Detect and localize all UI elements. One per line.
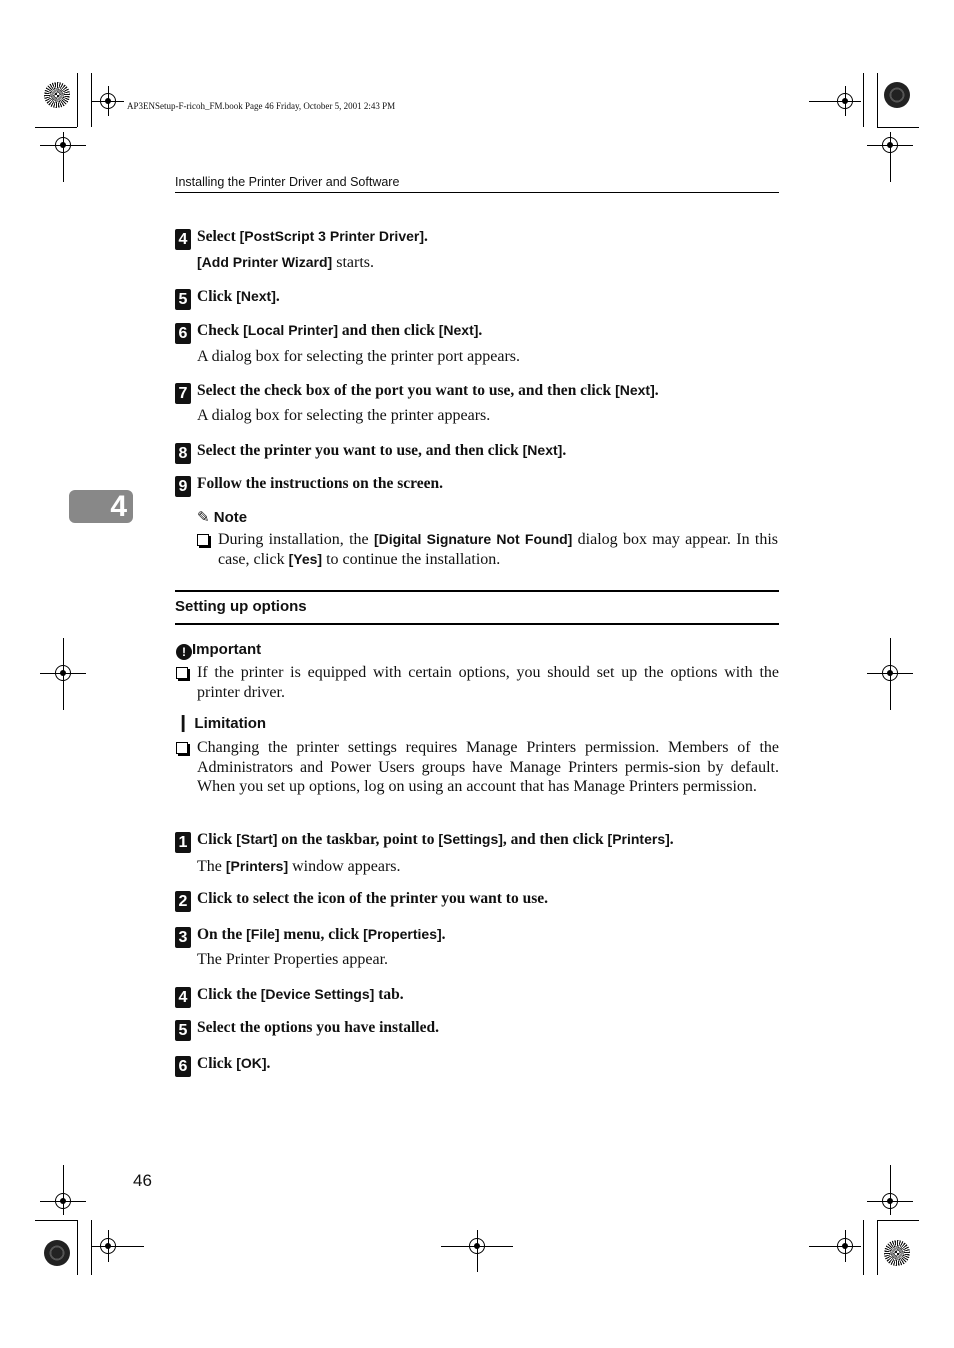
step-1-body: The [Printers] window appears. [197, 858, 401, 875]
step-8: 8 Select the printer you want to use, and then click [Next]. [175, 440, 566, 464]
page-number: 46 [133, 1171, 152, 1190]
step-4-body: [Add Printer Wizard] starts. [197, 254, 374, 271]
step-6-body: A dialog box for selecting the printer port appears. [197, 348, 521, 365]
step-number: 2 [175, 891, 191, 912]
step-1: 1 Click [Start] on the taskbar, point to [Settings], and then click [Printers]. [175, 829, 674, 853]
registration-disc-icon [884, 1240, 910, 1266]
step-number: 1 [175, 832, 191, 853]
important-item: If the printer is equipped with certain options, you should set up the options with the printer driver. [176, 663, 779, 702]
step-number: 5 [175, 289, 191, 310]
checkbox-bullet-icon [176, 742, 188, 754]
step-number: 6 [175, 323, 191, 344]
step-2: 2 Click to select the icon of the printer you want to use. [175, 889, 548, 912]
chapter-tab: 4 [69, 490, 133, 523]
section-rule-bottom [175, 623, 779, 625]
registration-disc-icon [44, 82, 70, 108]
step-4: 4 Select [PostScript 3 Printer Driver]. [175, 226, 428, 250]
note-heading: ✎ Note [197, 509, 248, 526]
section-rule-top [175, 590, 779, 592]
checkbox-bullet-icon [176, 667, 188, 679]
step-number: 4 [175, 987, 191, 1008]
pencil-icon: ✎ [197, 509, 210, 526]
running-header: Installing the Printer Driver and Software [175, 175, 400, 189]
step-number: 5 [175, 1020, 191, 1041]
step-number: 7 [175, 383, 191, 404]
limitation-icon: ❙ [176, 713, 191, 732]
step-number: 8 [175, 443, 191, 464]
registration-disc-icon [44, 1240, 70, 1266]
note-item: During installation, the [Digital Signature Not Found] dialog box may appear. In this case, click [Yes] to continue the installation. [197, 530, 778, 569]
step-number: 4 [175, 229, 191, 250]
limitation-item: Changing the printer settings requires Manage Printers permission. Members of the Administrators and Power Users groups have Manage Printers permis-sion by default. When you set up options, log on using an account that has Manage Printers permission. [176, 738, 779, 797]
registration-disc-icon [884, 82, 910, 108]
step-5: 5 Click [Next]. [175, 286, 280, 310]
step-7: 7 Select the check box of the port you want to use, and then click [Next]. [175, 380, 659, 404]
step-6b: 6 Click [OK]. [175, 1053, 270, 1077]
step-5b: 5 Select the options you have installed. [175, 1018, 439, 1041]
step-3: 3 On the [File] menu, click [Properties]. [175, 924, 446, 948]
step-7-body: A dialog box for selecting the printer appears. [197, 407, 491, 424]
header-rule [175, 192, 779, 193]
step-3-body: The Printer Properties appear. [197, 951, 389, 968]
step-6: 6 Check [Local Printer] and then click [Next]. [175, 320, 482, 344]
section-title: Setting up options [175, 598, 307, 615]
important-heading: ! Important [176, 641, 261, 660]
step-number: 6 [175, 1056, 191, 1077]
step-number: 3 [175, 927, 191, 948]
step-4b: 4 Click the [Device Settings] tab. [175, 984, 404, 1008]
step-number: 9 [175, 476, 191, 497]
checkbox-bullet-icon [197, 534, 209, 546]
important-icon: ! [176, 644, 192, 660]
file-info: AP3ENSetup-F-ricoh_FM.book Page 46 Friday, October 5, 2001 2:43 PM [127, 101, 396, 111]
step-9: 9 Follow the instructions on the screen. [175, 474, 443, 497]
limitation-heading: ❙ Limitation [176, 713, 267, 732]
